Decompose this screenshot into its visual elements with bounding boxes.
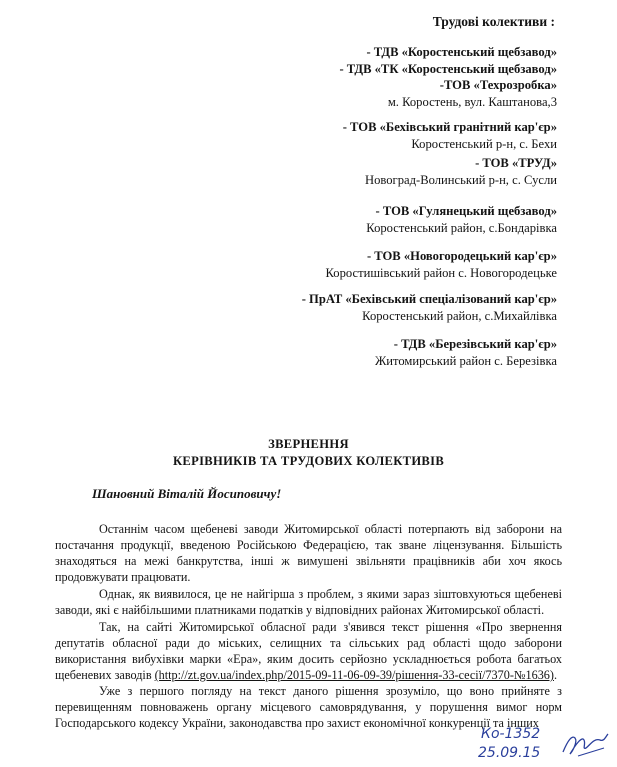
appeal-title: ЗВЕРНЕННЯ [268, 437, 349, 451]
registration-number: Ко-1352 [481, 726, 541, 742]
addressee-organization: - ТОВ «ТРУД» [475, 156, 557, 170]
addressee-organization: - ТДВ «ТК «Коростенський щебзавод» [339, 61, 557, 76]
addressee-location: Коростенський р-н, с. Бехи [411, 136, 557, 151]
addressee-organization: - ТДВ «Коростенський щебзавод» [366, 45, 557, 59]
addressee-organization: -ТОВ «Техрозробка» [439, 78, 557, 92]
addressee-block [343, 119, 557, 152]
addressee-organization: - ПрАТ «Бехівський спеціалізований кар'єр» [301, 292, 557, 306]
paragraph-2: Однак, як виявилося, це не найгірша з проблем, з якими зараз зіштовхуються щебеневі заводи, які є найбільшими платниками податків у відповідних районах Житомирської області. [55, 587, 562, 617]
addressee-organization: - ТОВ «Бехівський гранітний кар'єр» [342, 120, 557, 134]
addressee-organization: - ТОВ «Новогородецький кар'єр» [366, 249, 557, 263]
appeal-subtitle: КЕРІВНИКІВ ТА ТРУДОВИХ КОЛЕКТИВІВ [172, 454, 445, 468]
paragraph-4: Уже з першого погляду на текст даного рішення зрозуміло, що воно прийняте з перевищенням повноважень органу місцевого самоврядування, у порушення вимог норм Господарського кодексу України, законодавства про захист економічної конкуренції та інших [55, 684, 562, 730]
addressee-location: Коростишівський район с. Новогородецьке [325, 265, 557, 280]
addressee-organization: - ТОВ «Гулянецький щебзавод» [375, 204, 557, 218]
salutation: Шановний Віталій Йосиповичу! [92, 486, 282, 501]
addressee-block [302, 291, 557, 324]
addressee-location: Коростенський район, с.Бондарівка [366, 220, 557, 235]
addressee-block [326, 248, 557, 281]
paragraph-3 [55, 619, 562, 683]
addressee-location: Житомирський район с. Березівка [374, 353, 557, 368]
registration-date: 25.09.15 [478, 745, 541, 761]
addressee-block [375, 336, 557, 369]
addressee-location: Коростенський район, с.Михайлівка [362, 308, 557, 323]
addressee-header: Трудові колективи : [432, 14, 555, 29]
paragraph-3-text: Так, на сайті Житомирської обласної ради з'явився текст рішення «Про звернення депутатів обласної ради до міських, селищних та сільських рад області щодо заборони використання вибухівки марки «Ера», яким досить серйозно ускладнюється робота багатьох щебеневих заводів [55, 620, 562, 682]
addressee-organization: - ТДВ «Березівський кар'єр» [393, 337, 557, 351]
paragraph-3-end: . [553, 668, 558, 682]
decision-link[interactable]: (http://zt.gov.ua/index.php/2015-09-11-06-09-39/рішення-33-сесії/7370-№1636) [154, 668, 554, 682]
addressee-location: м. Коростень, вул. Каштанова,3 [387, 94, 557, 109]
handwritten-signature [560, 730, 610, 760]
addressee-block [366, 203, 557, 236]
addressee-block [365, 155, 557, 188]
paragraph-1: Останнім часом щебеневі заводи Житомирської області потерпають від заборони на постачання продукції, введеною Російською Федерацією, так зване ліцензування. Більшість знаходяться на межі банкрутства, інші ж вимушені звільняти працівників аби хоч якось продовжувати працювати. [55, 522, 562, 584]
addressee-location: Новоград-Волинський р-н, с. Сусли [365, 172, 557, 187]
addressee-block [339, 44, 557, 110]
